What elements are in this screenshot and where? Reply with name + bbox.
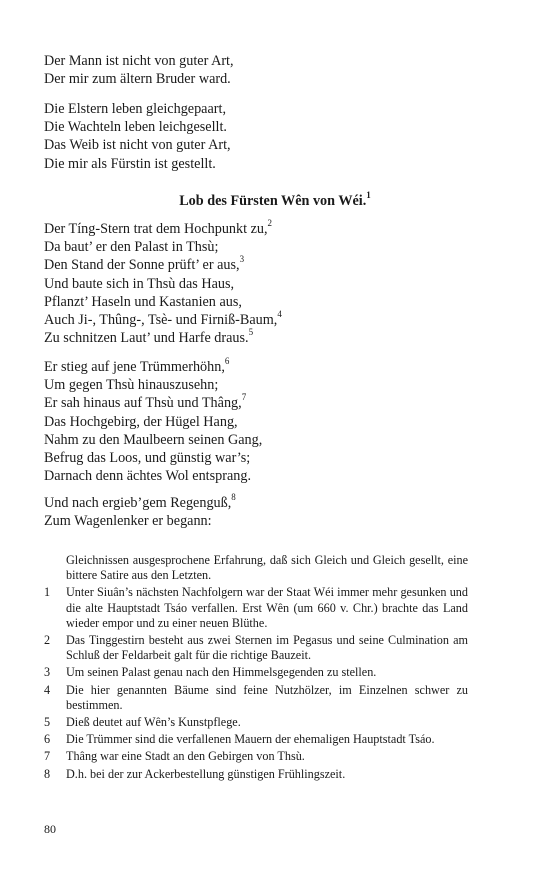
stanza-5 [44,494,484,530]
footnote [44,683,468,713]
verse-line: Pflanzt’ Haseln und Kastanien aus, [44,293,242,310]
footnote-number: 3 [44,665,51,680]
footnote-text: Dieß deutet auf Wên’s Kunstpflege. [66,715,241,730]
verse-line: Um gegen Thsù hinauszusehn; [44,377,219,394]
footnotes [44,553,468,782]
footnote-number: 1 [44,585,51,600]
footnote-number: 2 [44,633,51,648]
verse-line: Er stieg auf jene Trümmerhöhn,$^6$ [44,356,230,375]
footnote-number: 6 [44,732,51,747]
verse-line: Das Weib ist nicht von guter Art, [44,137,231,154]
footnote-number: 4 [44,682,51,697]
verse-line: Auch Ji-, Thûng-, Tsè- und Firniß-Baum,$^4$ [44,309,282,329]
footnote-text: Gleichnissen ausgesprochene Erfahrung, daß sich Gleich und Gleich gesellt, eine bittere Satire aus den Letzten. [66,553,468,583]
verse-line: Zum Wagenlenker er begann: [44,513,212,530]
footnote-ref: 8 [231,492,236,502]
verse-line: Nahm zu den Maulbeern seinen Gang, [44,431,263,448]
verse-line: Er sah hinaus auf Thsù und Thâng,$^7$ [44,392,247,412]
footnote-ref: 3 [239,254,245,265]
verse-line: Zu schnitzen Laut’ und Harfe draus.$^5$ [44,327,254,347]
poem-title-text: Lob des Fürsten Wên von Wéi. [179,193,367,209]
footnote-ref: 5 [248,327,254,338]
verse-line: Den Stand der Sonne prüft’ er aus,$^3$ [44,254,245,274]
verse-line: Und baute sich in Thsù das Haus, [44,275,235,292]
footnote [44,767,468,782]
footnote [44,732,468,747]
verse-line: Die Elstern leben gleichgepaart, [44,101,226,117]
footnote-ref: 1 [366,190,371,200]
footnote-number: 5 [44,715,51,730]
verse-line: Die Wachteln leben leichgesellt. [44,119,227,136]
footnote-text: D.h. bei der zur Ackerbestellung günstigen Frühlingszeit. [66,766,346,781]
verse-line: Die mir als Fürstin ist gestellt. [44,155,216,172]
poem-title [0,192,550,210]
footnote [44,585,468,631]
footnote [44,665,468,680]
verse-line: Der mir zum ältern Bruder ward. [44,71,231,88]
page-number: 80 [44,822,56,836]
stanza-3 [44,220,484,347]
footnote-text: Das Tinggestirn besteht aus zwei Sternen im Pegasus und seine Culmination am Schluß der Feldarbeit galt für die richtige Bauzeit. [66,633,468,663]
verse-line: Da baut’ er den Palast in Thsù; [44,239,219,256]
footnote [44,715,468,730]
footnote [44,749,468,764]
footnote-text: Unter Siuân’s nächsten Nachfolgern war der Staat Wéi immer mehr gesunken und die alte Hauptstadt Tsáo verfallen. Erst Wên (um 660 v. Chr.) brachte das Land wieder empor und zu einer neuen Blüthe. [66,585,468,630]
verse-line: Und nach ergieb’gem Regenguß,$^8$ [44,492,236,511]
verse-line: Der Mann ist nicht von guter Art, [44,53,234,69]
footnote-ref: 6 [224,356,230,366]
footnote-text: Die Trümmer sind die verfallenen Mauern der ehemaligen Hauptstadt Tsáo. [66,732,435,747]
footnote-ref: 4 [277,309,282,320]
footnote-number: 7 [44,749,51,764]
footnote-text: Um seinen Palast genau nach den Himmelsgegenden zu stellen. [66,665,377,680]
footnote-ref: 2 [267,218,273,228]
footnote-text: Die hier genannten Bäume sind feine Nutzhölzer, im Einzelnen schwer zu bestimmen. [66,682,468,712]
stanza-4 [44,358,484,485]
footnote-ref: 7 [241,392,247,403]
footnote [44,633,468,663]
verse-line: Der Tíng-Stern trat dem Hochpunkt zu,$^2$ [44,218,273,237]
stanza-2 [44,100,484,173]
verse-line: Darnach denn ächtes Wol entsprang. [44,468,251,485]
stanza-1 [44,52,484,88]
footnote-number: 8 [44,766,51,781]
verse-line: Befrug das Loos, und günstig war’s; [44,450,251,467]
verse-line: Das Hochgebirg, der Hügel Hang, [44,413,238,430]
footnote-text: Thâng war eine Stadt an den Gebirgen von Thsù. [66,749,305,764]
footnote [44,553,468,583]
